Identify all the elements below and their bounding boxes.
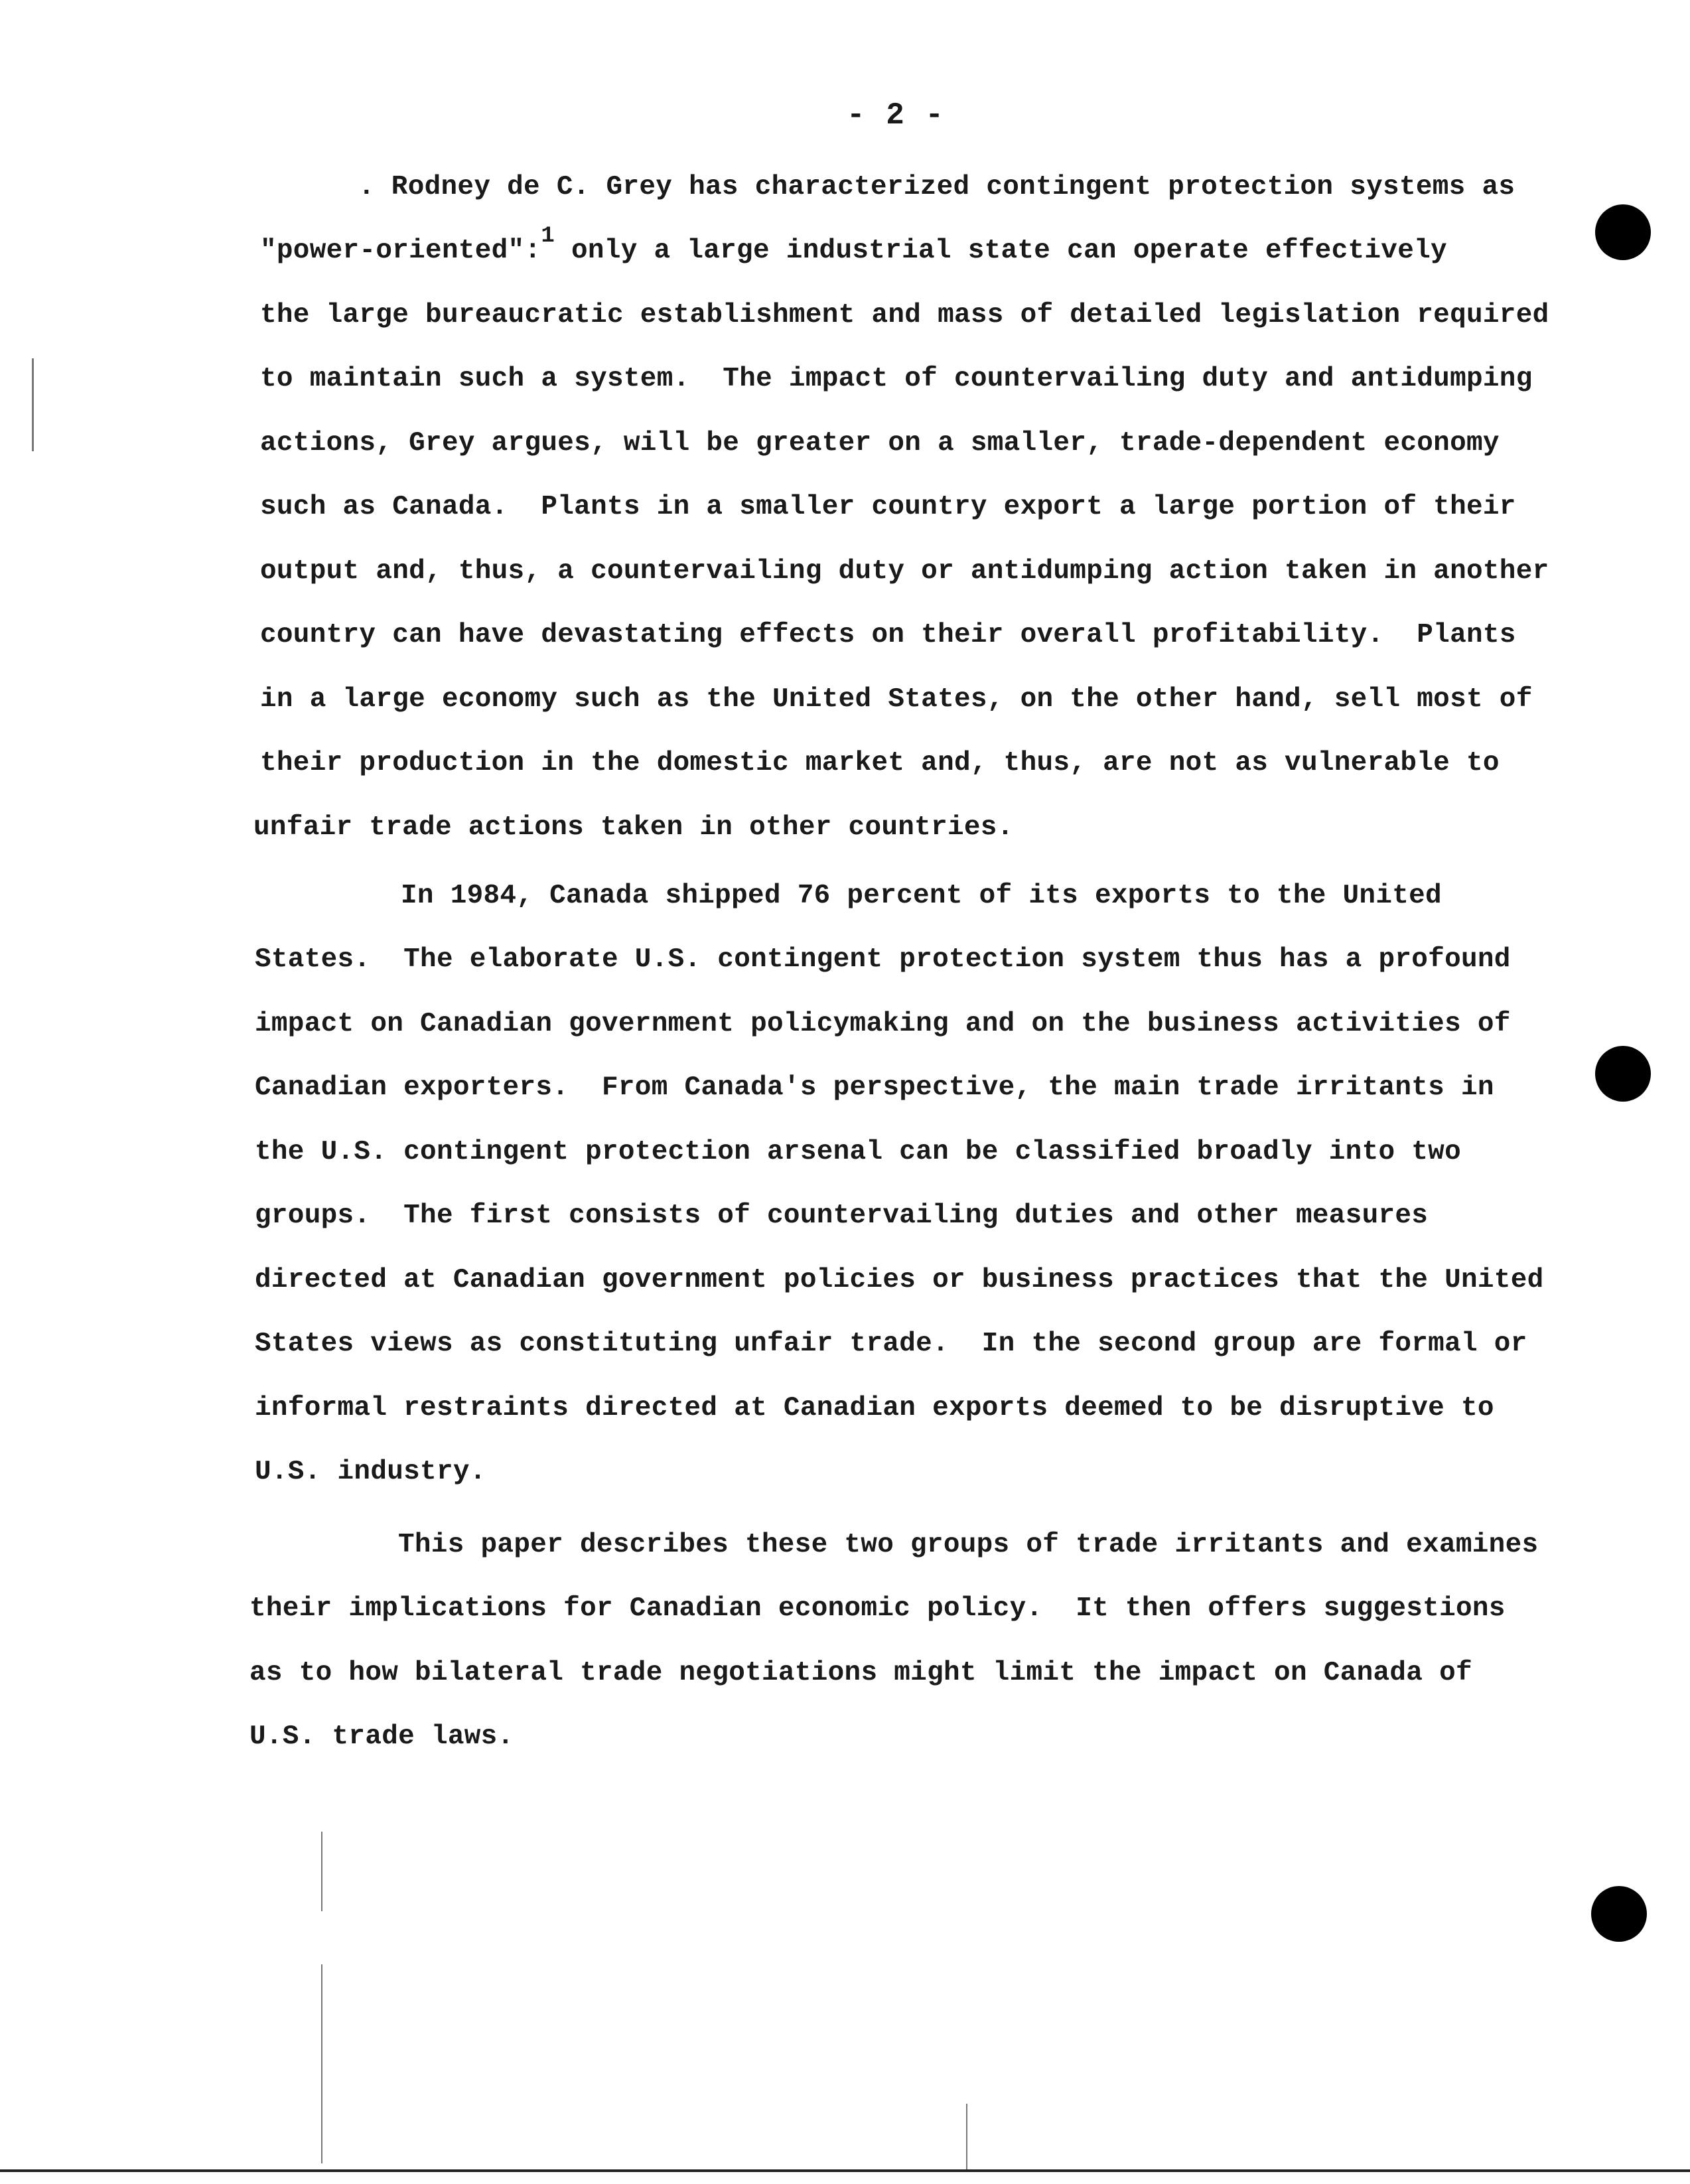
text-line: In 1984, Canada shipped 76 percent of its exports to the United <box>401 881 1442 911</box>
text-line: the U.S. contingent protection arsenal can be classified broadly into two <box>255 1137 1461 1167</box>
footnote-marker: 1 <box>541 224 555 249</box>
text-line: as to how bilateral trade negotiations might limit the impact on Canada of <box>249 1658 1472 1688</box>
scan-mark-column-1 <box>321 1832 322 1911</box>
punch-hole-top <box>1595 204 1651 260</box>
scan-mark-left <box>32 358 34 451</box>
text-line: their implications for Canadian economic policy. It then offers suggestions <box>249 1593 1506 1624</box>
text-line: actions, Grey argues, will be greater on a smaller, trade-dependent economy <box>260 428 1500 459</box>
text-line: their production in the domestic market and, thus, are not as vulnerable to <box>260 748 1500 778</box>
scan-mark-column-3 <box>966 2104 967 2170</box>
text-line: "power-oriented":$^1$ only a large industrial state can operate effectively <box>260 224 1447 266</box>
scan-mark-column-2 <box>321 1964 322 2163</box>
text-line: groups. The first consists of countervailing duties and other measures <box>255 1201 1429 1231</box>
text-line: impact on Canadian government policymaking and on the business activities of <box>255 1009 1511 1039</box>
text-line: This paper describes these two groups of trade irritants and examines <box>398 1530 1539 1560</box>
text-line: U.S. industry. <box>255 1457 486 1487</box>
text-line: Canadian exporters. From Canada's perspective, the main trade irritants in <box>255 1072 1494 1103</box>
text-line: such as Canada. Plants in a smaller country export a large portion of their <box>260 492 1516 522</box>
text-line: output and, thus, a countervailing duty or antidumping action taken in another <box>260 556 1549 587</box>
bottom-scan-edge <box>0 2169 1690 2172</box>
punch-hole-bottom <box>1591 1886 1647 1942</box>
text-line: . Rodney de C. Grey has characterized contingent protection systems as <box>358 172 1515 202</box>
text-line: unfair trade actions taken in other countries. <box>253 812 1014 843</box>
text-line: informal restraints directed at Canadian exports deemed to be disruptive to <box>255 1393 1494 1423</box>
text-line: States. The elaborate U.S. contingent protection system thus has a profound <box>255 944 1511 975</box>
text-line: U.S. trade laws. <box>249 1721 514 1752</box>
page-number: - 2 - <box>846 98 946 133</box>
text-line: to maintain such a system. The impact of countervailing duty and antidumping <box>260 364 1533 394</box>
text-line: directed at Canadian government policies or business practices that the United <box>255 1265 1544 1295</box>
text-line: country can have devastating effects on their overall profitability. Plants <box>260 620 1516 650</box>
punch-hole-middle <box>1595 1046 1651 1102</box>
text-line: the large bureaucratic establishment and mass of detailed legislation required <box>260 300 1549 330</box>
text-line: in a large economy such as the United States, on the other hand, sell most of <box>260 684 1533 715</box>
text-line: States views as constituting unfair trade. In the second group are formal or <box>255 1329 1527 1359</box>
